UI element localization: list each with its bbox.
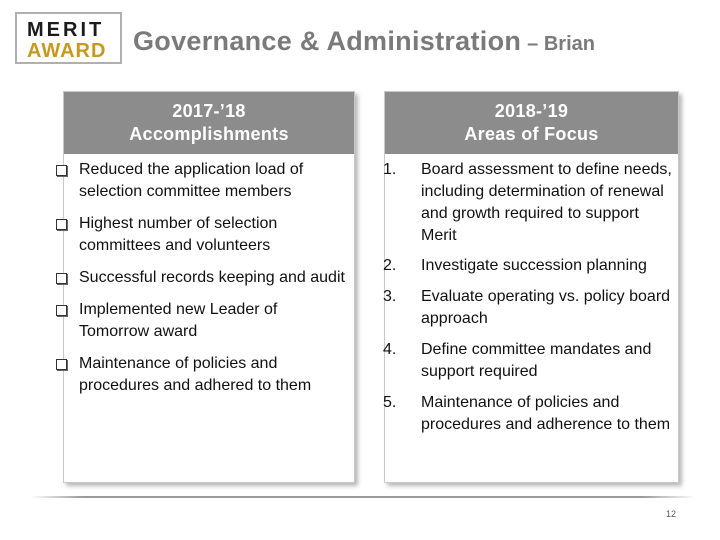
list-item bbox=[56, 299, 346, 343]
list-item-number: 4. bbox=[383, 341, 397, 358]
list-item bbox=[383, 339, 678, 383]
list-item-text: Highest number of selection committees and volunteers bbox=[79, 215, 278, 254]
list-item bbox=[56, 213, 346, 257]
slide-title bbox=[133, 26, 595, 57]
checkbox-bullet-icon bbox=[56, 359, 67, 370]
list-item bbox=[56, 353, 346, 397]
focus-areas-list bbox=[385, 159, 678, 436]
footer-divider bbox=[30, 496, 695, 498]
list-item-number: 3. bbox=[383, 288, 397, 305]
page-number: 12 bbox=[666, 509, 677, 519]
list-item-text: Maintenance of policies and procedures and adhered to them bbox=[79, 355, 312, 394]
list-item bbox=[56, 267, 346, 289]
focus-areas-panel bbox=[384, 91, 679, 483]
list-item-text: Define committee mandates and support required bbox=[421, 341, 652, 380]
logo-line-1: MERIT bbox=[27, 19, 105, 41]
slide-title-main: Governance & Administration bbox=[133, 26, 522, 56]
focus-areas-heading-label: Areas of Focus bbox=[464, 124, 599, 144]
accomplishments-heading-year: 2017-’18 bbox=[172, 101, 246, 121]
slide-title-presenter: – Brian bbox=[527, 33, 595, 55]
list-item bbox=[383, 286, 678, 330]
merit-award-logo bbox=[15, 12, 122, 64]
list-item-number: 2. bbox=[383, 257, 397, 274]
list-item bbox=[383, 392, 678, 436]
list-item-text: Investigate succession planning bbox=[421, 257, 647, 274]
focus-areas-heading-year: 2018-’19 bbox=[494, 101, 569, 121]
list-item-text: Implemented new Leader of Tomorrow award bbox=[79, 301, 278, 340]
list-item bbox=[56, 159, 346, 203]
checkbox-bullet-icon bbox=[56, 219, 67, 230]
list-item-number: 5. bbox=[383, 394, 397, 411]
logo-line-2: AWARD bbox=[27, 40, 107, 62]
checkbox-bullet-icon bbox=[56, 165, 67, 176]
list-item-number: 1. bbox=[383, 161, 397, 178]
list-item bbox=[383, 159, 678, 247]
checkbox-bullet-icon bbox=[56, 305, 67, 316]
checkbox-bullet-icon bbox=[56, 273, 67, 284]
accomplishments-panel bbox=[63, 91, 355, 483]
list-item-text: Board assessment to define needs, including determination of renewal and growth required to support Merit bbox=[421, 161, 672, 244]
focus-areas-heading bbox=[385, 92, 678, 154]
list-item-text: Reduced the application load of selection committee members bbox=[79, 161, 304, 200]
list-item-text: Successful records keeping and audit bbox=[79, 269, 345, 286]
accomplishments-heading bbox=[64, 92, 354, 154]
list-item-text: Maintenance of policies and procedures and adherence to them bbox=[421, 394, 671, 433]
list-item bbox=[383, 255, 678, 277]
accomplishments-list bbox=[64, 159, 354, 397]
list-item-text: Evaluate operating vs. policy board approach bbox=[421, 288, 671, 327]
accomplishments-heading-label: Accomplishments bbox=[129, 124, 289, 144]
